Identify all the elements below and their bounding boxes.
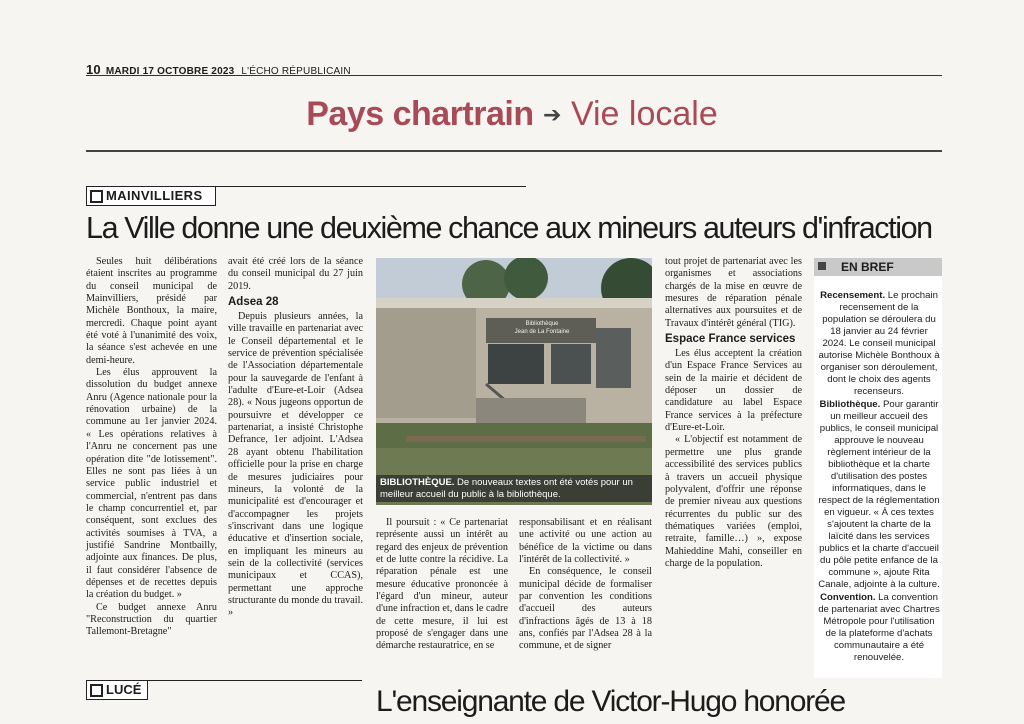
section-subtitle: Vie locale [570,95,718,133]
brief-item-label: Bibliothèque. [819,399,881,410]
article-column-5 [665,256,802,570]
caption-text: De nouveaux textes ont été votés pour un meilleur accueil du public à la bibliothèque. [380,477,633,500]
paragraph: Les élus acceptent la création d'un Espace France Services au sein de la mairie et décident de déposer un dossier de candidature au label Espace France services à la préfecture d'Eure-et-Loir. [665,348,802,434]
section-name: Pays chartrain [306,95,534,133]
brief-item-recensement [818,290,940,398]
section-rule [86,150,942,152]
brief-item-label: Recensement. [820,290,886,301]
header-rule [86,75,942,76]
sign-line-1: Bibliothèque [525,321,559,327]
brief-item-text: Le prochain recensement de la population se déroulera du 18 janvier au 24 février 2024. Le conseil municipal autorise Michèle Bonthoux à organiser son déroulement, dont le choix des agents recenseurs. [818,290,940,397]
section-title [0,92,1024,137]
paragraph: avait été créé lors de la séance du conseil municipal du 27 juin 2019. [228,256,363,292]
arrow-right-icon: ➔ [543,102,562,127]
square-icon [90,190,103,203]
paragraph: Seules huit délibérations étaient inscrites au programme du conseil municipal de Mainvilliers, présidé par Michèle Bonthoux, la maire, mercredi. Chaque point ayant été voté à l'unanimité des voix, la séance s'est achevée en une demi-heure. [86,256,217,366]
paragraph: responsabilisant et en réalisant une activité ou une action au bénéfice de la victime ou dans l'intérêt de la collectivité. » [519,517,652,566]
page-date: MARDI 17 OCTOBRE 2023 [105,66,235,77]
brief-item-text: Pour garantir un meilleur accueil des publics, le conseil municipal approuve le nouveau règlement intérieur de la bibliothèque et la charte d'utilisation des postes informatiques, dans le respect de la réglementation en vigueur. « À ces textes s'ajoutent la charte de la laïcité dans les services publics et la charte d'accueil du pôle petite enfance de la commune », ajoute Rita Canale, adjointe à la culture. [818,399,940,590]
brief-item-label: Convention. [820,592,876,603]
paragraph: Les élus approuvent la dissolution du budget annexe Anru (Agence nationale pour la rénovation urbaine) de la commune au 1er janvier 2024. « Les opérations relatives à l'Anru ne concernent pas une opération dite "de lotissement". Elles ne sont pas liées à un service public industriel et commercial, n'entrent pas dans le champ concurrentiel et, par conséquent, sont exclues des activités soumises à TVA, a justifié Sandrine Montbailly, adjointe aux finances. De plus, il faut considérer l'absence de dépenses et de recettes depuis la création du budget. » [86,367,217,601]
article-column-1 [86,256,217,639]
paper-name: L'ÉCHO RÉPUBLICAIN [241,66,351,77]
photo-caption [376,475,652,502]
paragraph: tout projet de partenariat avec les organismes et associations chargés de la mise en œuvre de mesures de réparation pénale alternatives aux poursuites et de Travaux d'intérêt général (TIG). [665,256,802,329]
paragraph: « L'objectif est notamment de permettre une plus grande accessibilité des services publics à travers un accueil physique polyvalent, d'offrir une réponse de premier niveau aux questions récurrentes du public sur des thématiques variées (emploi, retraite, famille…) », expose Mahieddine Mahi, conseiller en charge de la population. [665,434,802,569]
article-column-3 [376,517,508,653]
page-number: 10 [86,62,101,77]
paragraph: En conséquence, le conseil municipal décide de formaliser par convention les conditions d'accueil des auteurs d'infractions âgés de 13 à 18 ans, confiés par l'Adsea 28 à la commune, et de signer [519,566,652,652]
square-icon [818,262,826,270]
subheading-adsea: Adsea 28 [228,296,279,309]
caption-label: BIBLIOTHÈQUE. [380,477,455,488]
paragraph: Il poursuit : « Ce partenariat représente aussi un intérêt au regard des enjeux de prévention et de lutte contre la récidive. La réparation pénale est une mesure éducative prononcée à l'égard d'un mineur, auteur d'une infraction et, dans le cadre de cette mesure, il lui est proposé de s'engager dans une démarche restauratrice, en se [376,517,508,652]
brief-item-text: La convention de partenariat avec Chartres Métropole pour l'utilisation de la plateforme d'achats communautaire a été renouvelée. [818,592,940,663]
article-column-4 [519,517,652,653]
brief-item-convention [818,592,940,664]
library-building-illustration [376,258,652,505]
brief-title: EN BREF [841,260,894,274]
article-column-2 [228,256,363,620]
sign-line-2: Jean de La Fontaine [514,329,570,335]
next-headline: L'enseignante de Victor-Hugo honorée [376,685,846,718]
subheading-espace-france: Espace France services [665,333,796,346]
square-icon [90,684,103,697]
paragraph: Ce budget annexe Anru "Reconstruction du quartier Tallemont-Bretagne" [86,601,217,638]
library-sign [490,320,594,336]
article-headline: La Ville donne une deuxième chance aux mineurs auteurs d'infraction [86,211,932,245]
brief-content [818,290,940,665]
brief-item-bibliotheque [818,399,940,591]
article-kicker: MAINVILLIERS [106,188,203,203]
paragraph: Depuis plusieurs années, la ville travaille en partenariat avec le Conseil départemental et le service de prévention spécialisée de l'Association départementale pour la sauvegarde de l'enfant à l'adulte d'Eure-et-Loir (Adsea 28). « Nous jugeons opportun de poursuivre et développer ce partenariat, a insisté Christophe Defrance, 1er adjoint. L'Adsea 28 ayant obtenu l'habilitation officielle pour la prise en charge de mesures judiciaires pour mineurs, la volonté de la municipalité est d'encourager et d'accompagner les projets s'inscrivant dans une logique éducative et d'insertion sociale, en impliquant les mineurs au sein de la collectivité (services municipaux et CCAS), permettant une approche structurante du monde du travail. » [228,311,363,619]
library-photo [376,258,652,505]
next-headline-wrap [376,684,942,724]
next-kicker: LUCÉ [106,682,142,697]
